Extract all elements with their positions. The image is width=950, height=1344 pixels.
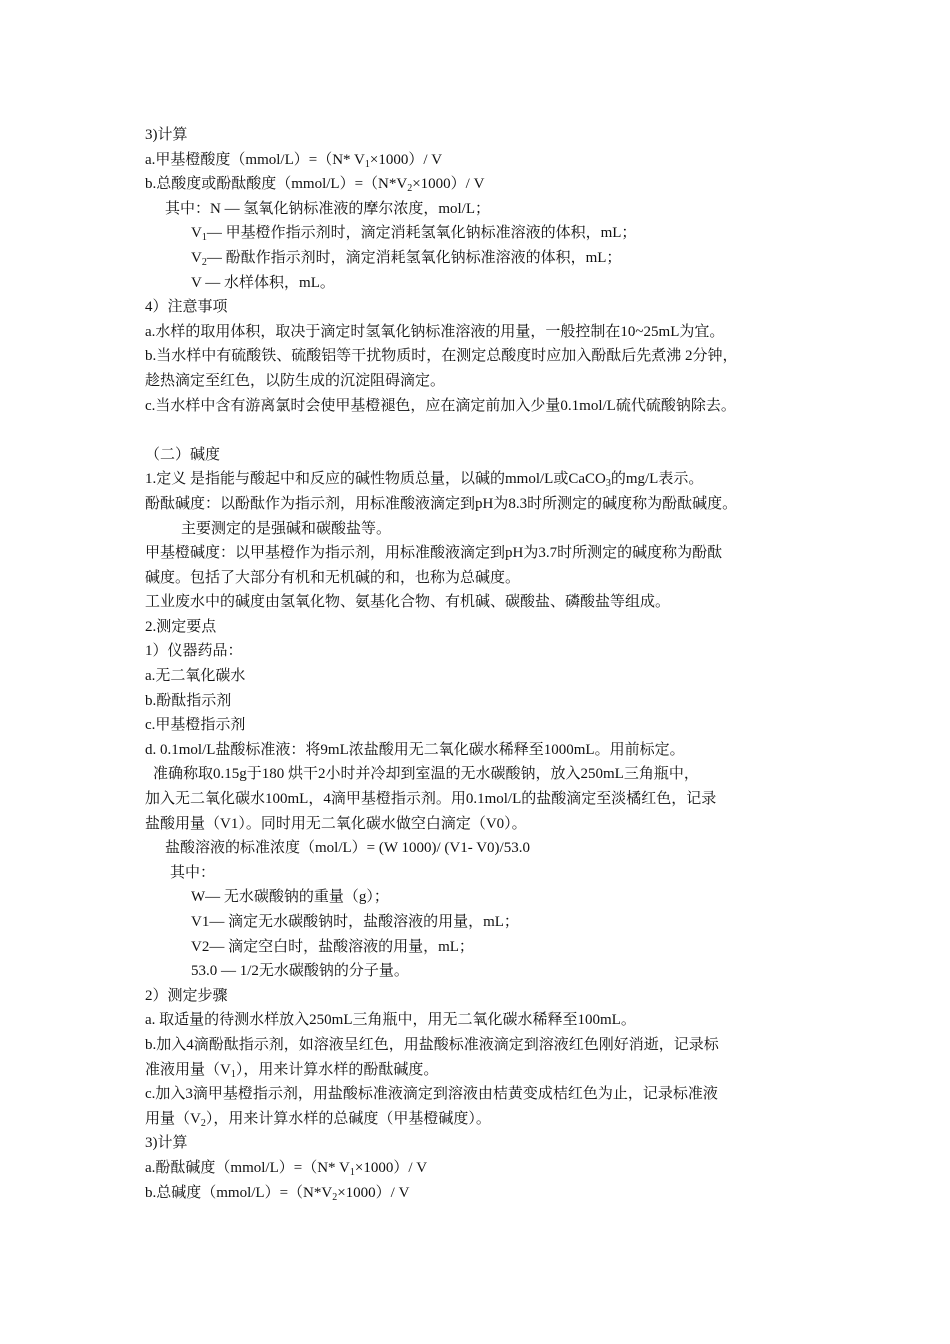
reagent-a: a.无二氧化碳水 xyxy=(145,668,246,685)
w-definition: W— 无水碳酸钠的重量（g）； xyxy=(191,889,389,906)
step-a: a. 取适量的待测水样放入250mL三角瓶中，用无二氧化碳水稀释至100mL。 xyxy=(145,1012,636,1029)
measurement-points-heading: 2.测定要点 xyxy=(145,618,217,635)
phenolphthalein-note: 主要测定的是强碱和碳酸盐等。 xyxy=(181,520,392,537)
step-c-line2: 用量$(V_2)$，用来计算水样的总碱度（甲基橙碱度）。 xyxy=(145,1110,491,1129)
reagent-c: c.甲基橙指示剂 xyxy=(145,717,246,734)
procedure-heading: 2）测定步骤 xyxy=(145,987,228,1004)
phenolphthalein-alkalinity-definition: 酚酞碱度：以酚酞作为指示剂，用标准酸液滴定到pH为8.3时所测定的碱度称为酚酞碱度。 xyxy=(145,495,738,512)
step-c-line1: c.加入3滴甲基橙指示剂，用盐酸标准液滴定到溶液由桔黄变成桔红色为止，记录标准液 xyxy=(145,1086,718,1103)
step-b-line1: b.加入4滴酚酞指示剂，如溶液呈红色，用盐酸标准液滴定到溶液红色刚好消逝，记录标 xyxy=(145,1036,719,1053)
reagents-heading: 1）仪器药品： xyxy=(145,643,243,660)
calibration-line3: 盐酸用量（V1）。同时用无二氧化碳水做空白滴定（V0）。 xyxy=(145,815,527,832)
v1-definition: $V_1—$ 甲基橙作指示剂时，滴定消耗氢氧化钠标准溶液的体积，mL； xyxy=(191,225,637,244)
alkalinity-section-title: （二）碱度 xyxy=(145,446,221,463)
methyl-orange-alkalinity-def-line2: 碱度。包括了大部分有机和无机碱的和，也称为总碱度。 xyxy=(145,569,521,586)
where-label: 其中： xyxy=(170,864,216,881)
acidity-notes-heading: 4）注意事项 xyxy=(145,299,228,316)
phenolphthalein-alkalinity-formula: a.酚酞碱度（mmol/L）=（N* $V_1\times 1000)/$ V xyxy=(145,1159,428,1178)
v-definition: V — 水样体积，mL。 xyxy=(191,274,335,291)
alkalinity-definition: 1.定义 是指能与酸起中和反应的碱性物质总量，以碱的mmol/L或CaCO$_3$的mg/L表示。 xyxy=(145,471,704,490)
methyl-orange-alkalinity-def-line1: 甲基橙碱度：以甲基橙作为指示剂，用标准酸液滴定到pH为3.7时所测定的碱度称为酚酞 xyxy=(145,545,723,562)
note-a: a.水样的取用体积，取决于滴定时氢氧化钠标准溶液的用量，一般控制在10~25mL为宜。 xyxy=(145,323,725,340)
total-alkalinity-formula: b.总碱度$(mmol/L)=(N*V_2\times 1000)/$ V xyxy=(145,1184,410,1203)
reagent-d: d. 0.1mol/L盐酸标准液：将9mL浓盐酸用无二氧化碳水稀释至1000mL。用前标定。 xyxy=(145,741,685,758)
note-b-line1: b.当水样中有硫酸铁、硫酸铝等干扰物质时，在测定总酸度时应加入酚酞后先煮沸 2分钟， xyxy=(145,348,738,365)
alkalinity-calc-heading: 3)计算 xyxy=(145,1135,188,1152)
note-c: c.当水样中含有游离氯时会使甲基橙褪色，应在滴定前加入少量0.1mol/L硫代硫酸钠除去。 xyxy=(145,397,736,414)
v2-hcl-definition: V2— 滴定空白时，盐酸溶液的用量，mL； xyxy=(191,938,474,955)
reagent-b: b.酚酞指示剂 xyxy=(145,692,232,709)
industrial-wastewater-note: 工业废水中的碱度由氢氧化物、氨基化合物、有机碱、碳酸盐、磷酸盐等组成。 xyxy=(145,594,671,611)
document-body xyxy=(145,123,825,1205)
acidity-calc-heading: 3)计算 xyxy=(145,127,188,143)
v1-hcl-definition: V1— 滴定无水碳酸钠时，盐酸溶液的用量，mL； xyxy=(191,914,519,930)
methyl-orange-acidity-formula: a.甲基橙酸度（mmol/L）=（N* $V_1\times 1000)/$ V xyxy=(145,151,443,170)
hcl-concentration-formula: 盐酸溶液的标准浓度（mol/L）= (W 1000)/ (V1- V0)/53.0 xyxy=(165,840,530,857)
section-spacer xyxy=(145,418,825,443)
step-b-line2: 准液用量$(V_1)$，用来计算水样的酚酞碱度。 xyxy=(145,1061,439,1080)
total-acidity-formula: b.总酸度或酚酞酸度$(mmol/L)=(N*V_2\times 1000)/$ V xyxy=(145,176,485,195)
note-b-line2: 趁热滴定至红色，以防生成的沉淀阻碍滴定。 xyxy=(145,372,446,389)
where-n-definition: 其中：N — 氢氧化钠标准液的摩尔浓度，mol/L； xyxy=(165,200,490,217)
v2-definition: $V_2—$ 酚酞作指示剂时，滴定消耗氢氧化钠标准溶液的体积，mL； xyxy=(191,249,622,268)
calibration-line1: 准确称取0.15g于180 烘干2小时并冷却到室温的无水碳酸钠，放入250mL三角瓶中， xyxy=(153,766,699,783)
molecular-weight-definition: 53.0 — 1/2无水碳酸钠的分子量。 xyxy=(191,963,409,980)
calibration-line2: 加入无二氧化碳水100mL，4滴甲基橙指示剂。用0.1mol/L的盐酸滴定至淡橘红色，记录 xyxy=(145,791,717,808)
